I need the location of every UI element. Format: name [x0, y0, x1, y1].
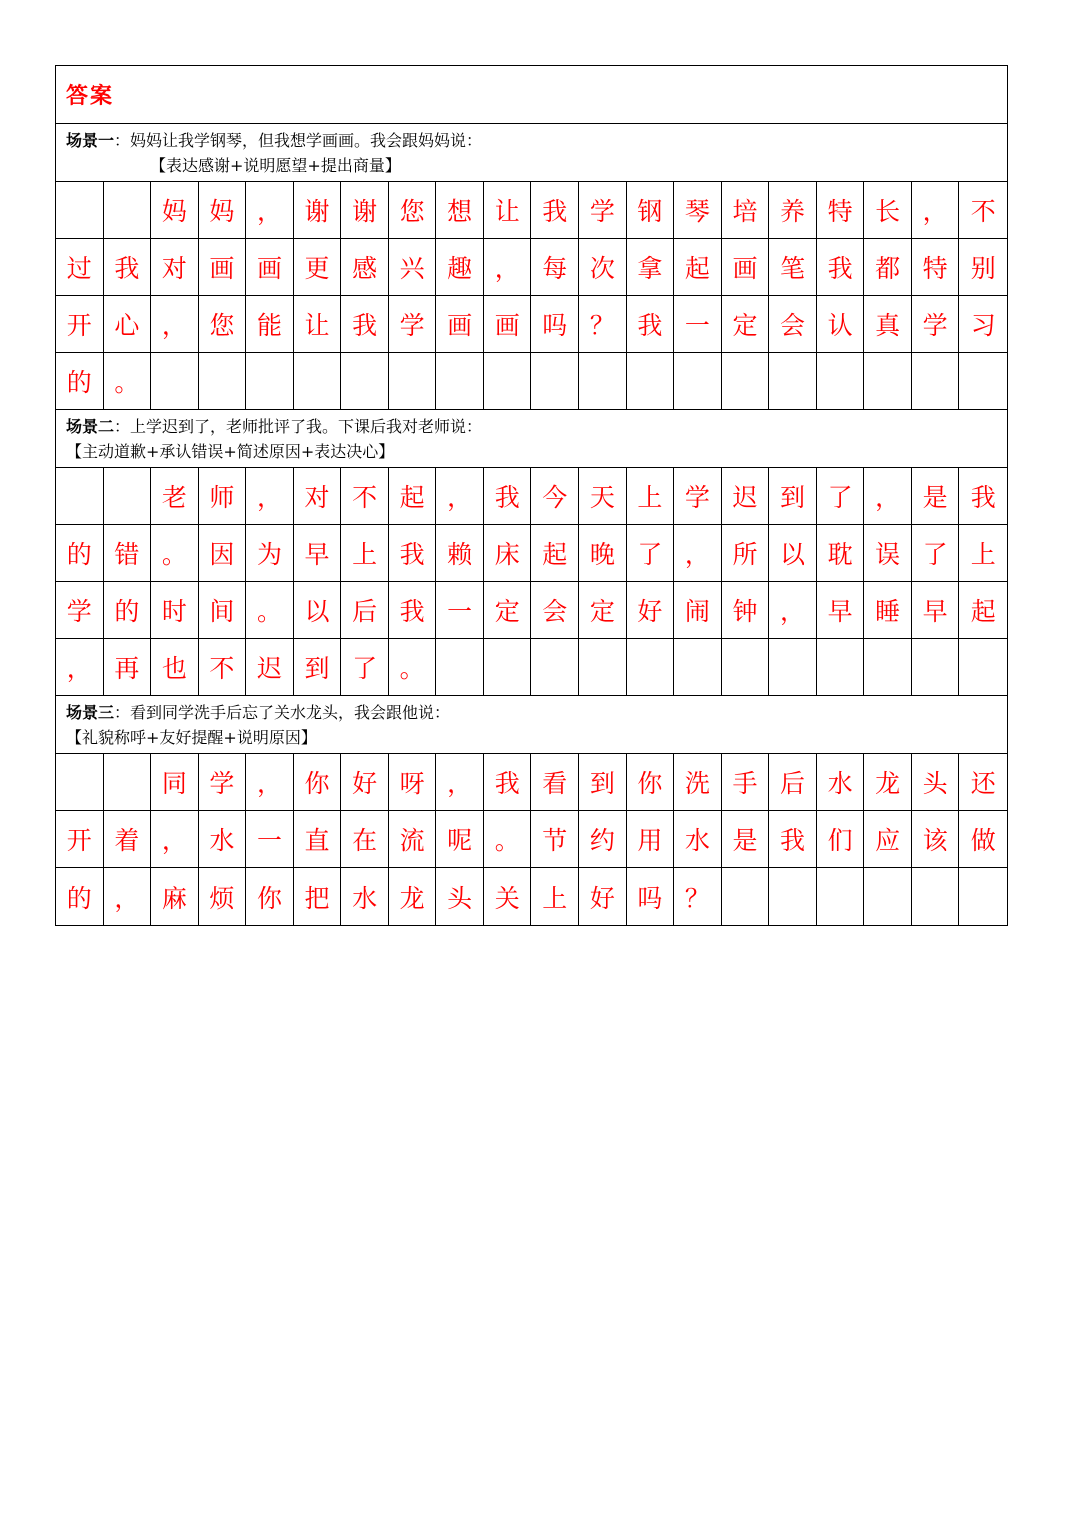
grid-cell: 感: [341, 239, 389, 296]
grid-cell: 关: [484, 868, 532, 925]
grid-cell: 画: [722, 239, 770, 296]
grid-cell: 会: [531, 582, 579, 639]
grid-cell: 我: [817, 239, 865, 296]
grid-cell: [722, 353, 770, 410]
grid-cell: [912, 868, 960, 925]
grid-cell: 水: [817, 754, 865, 811]
grid-cell: 不: [959, 182, 1007, 239]
grid-cell: 水: [341, 868, 389, 925]
grid-cell: 为: [246, 525, 294, 582]
grid-cell: 用: [627, 811, 675, 868]
grid-cell: 起: [389, 468, 437, 525]
grid-cell: 了: [912, 525, 960, 582]
grid-cell: 我: [104, 239, 152, 296]
grid-cell: 的: [104, 582, 152, 639]
grid-cell: 早: [294, 525, 342, 582]
grid-cell: [817, 353, 865, 410]
grid-cell: 着: [104, 811, 152, 868]
grid-cell: 能: [246, 296, 294, 353]
grid-cell: [56, 754, 104, 811]
grid-cell: 迟: [722, 468, 770, 525]
grid-cell: [674, 639, 722, 696]
grid-cell: [627, 639, 675, 696]
grid-cell: [579, 353, 627, 410]
grid-cell: 你: [294, 754, 342, 811]
writing-grid: [56, 468, 1007, 696]
grid-cell: [912, 639, 960, 696]
grid-cell: [579, 639, 627, 696]
grid-cell: 定: [579, 582, 627, 639]
grid-cell: 后: [341, 582, 389, 639]
scene-question: [66, 700, 1007, 725]
grid-cell: [769, 353, 817, 410]
grid-cell: 吗: [627, 868, 675, 925]
grid-cell: 让: [484, 182, 532, 239]
grid-cell: 次: [579, 239, 627, 296]
grid-cell: 直: [294, 811, 342, 868]
grid-cell: [389, 353, 437, 410]
grid-cell: 都: [864, 239, 912, 296]
grid-cell: [722, 868, 770, 925]
grid-cell: 你: [246, 868, 294, 925]
grid-cell: 心: [104, 296, 152, 353]
grid-cell: 。: [484, 811, 532, 868]
grid-cell: 培: [722, 182, 770, 239]
scene-question: [66, 414, 1007, 439]
grid-cell: 所: [722, 525, 770, 582]
grid-cell: 上: [531, 868, 579, 925]
grid-cell: 麻: [151, 868, 199, 925]
grid-cell: 是: [722, 811, 770, 868]
scene-hint: 【主动道歉+承认错误+简述原因+表达决心】: [66, 442, 395, 461]
grid-cell: 画: [436, 296, 484, 353]
grid-cell: 您: [389, 182, 437, 239]
grid-cell: 真: [864, 296, 912, 353]
answer-title: 答案: [66, 84, 115, 109]
grid-cell: [674, 353, 722, 410]
grid-cell: 特: [817, 182, 865, 239]
grid-cell: 该: [912, 811, 960, 868]
grid-cell: 呢: [436, 811, 484, 868]
grid-cell: 把: [294, 868, 342, 925]
grid-cell: [959, 868, 1007, 925]
grid-cell: 钢: [627, 182, 675, 239]
grid-cell: ，: [436, 468, 484, 525]
grid-cell: 的: [56, 868, 104, 925]
grid-cell: ，: [246, 182, 294, 239]
grid-cell: 烦: [199, 868, 247, 925]
grid-cell: 师: [199, 468, 247, 525]
grid-cell: 一: [246, 811, 294, 868]
grid-cell: ？: [674, 868, 722, 925]
grid-cell: 误: [864, 525, 912, 582]
grid-cell: 学: [912, 296, 960, 353]
grid-cell: [56, 468, 104, 525]
grid-cell: 学: [56, 582, 104, 639]
grid-cell: 闹: [674, 582, 722, 639]
grid-cell: [104, 754, 152, 811]
grid-cell: ，: [56, 639, 104, 696]
grid-cell: 到: [579, 754, 627, 811]
grid-cell: [531, 353, 579, 410]
grid-cell: ，: [246, 754, 294, 811]
grid-cell: 到: [769, 468, 817, 525]
grid-cell: 床: [484, 525, 532, 582]
grid-cell: [436, 353, 484, 410]
grid-cell: 还: [959, 754, 1007, 811]
grid-cell: [864, 868, 912, 925]
grid-cell: [484, 639, 532, 696]
grid-cell: 上: [959, 525, 1007, 582]
grid-cell: 对: [294, 468, 342, 525]
grid-cell: [769, 868, 817, 925]
grid-cell: [341, 353, 389, 410]
grid-cell: 约: [579, 811, 627, 868]
grid-cell: 晚: [579, 525, 627, 582]
grid-cell: 应: [864, 811, 912, 868]
grid-cell: 好: [341, 754, 389, 811]
grid-cell: 定: [484, 582, 532, 639]
scene-label: 场景一: [66, 131, 115, 150]
grid-cell: ，: [151, 296, 199, 353]
grid-cell: ，: [864, 468, 912, 525]
grid-cell: ，: [769, 582, 817, 639]
grid-cell: 头: [436, 868, 484, 925]
scene-question: [66, 128, 1007, 153]
grid-cell: ，: [436, 754, 484, 811]
grid-cell: [864, 639, 912, 696]
grid-cell: 洗: [674, 754, 722, 811]
grid-cell: 特: [912, 239, 960, 296]
scene-question-text: ：看到同学洗手后忘了关水龙头，我会跟他说：: [114, 703, 451, 722]
grid-cell: 我: [769, 811, 817, 868]
grid-cell: 学: [674, 468, 722, 525]
grid-cell: 定: [722, 296, 770, 353]
grid-cell: 对: [151, 239, 199, 296]
grid-cell: 也: [151, 639, 199, 696]
grid-cell: 我: [389, 525, 437, 582]
grid-cell: 我: [484, 468, 532, 525]
grid-cell: 会: [769, 296, 817, 353]
grid-cell: 一: [674, 296, 722, 353]
grid-cell: [294, 353, 342, 410]
grid-cell: 笔: [769, 239, 817, 296]
grid-cell: 妈: [151, 182, 199, 239]
scene-hint: 【表达感谢+说明愿望+提出商量】: [150, 156, 401, 175]
grid-cell: 学: [389, 296, 437, 353]
scene-prompt: [56, 124, 1007, 182]
grid-cell: [151, 353, 199, 410]
grid-cell: ，: [674, 525, 722, 582]
grid-cell: 一: [436, 582, 484, 639]
grid-cell: 画: [199, 239, 247, 296]
grid-cell: 们: [817, 811, 865, 868]
grid-cell: 到: [294, 639, 342, 696]
grid-cell: 每: [531, 239, 579, 296]
grid-cell: 琴: [674, 182, 722, 239]
grid-cell: 。: [104, 353, 152, 410]
grid-cell: 你: [627, 754, 675, 811]
grid-cell: 我: [531, 182, 579, 239]
grid-cell: 长: [864, 182, 912, 239]
grid-cell: [436, 639, 484, 696]
grid-cell: 因: [199, 525, 247, 582]
grid-cell: [959, 639, 1007, 696]
grid-cell: 做: [959, 811, 1007, 868]
grid-cell: [864, 353, 912, 410]
grid-cell: 头: [912, 754, 960, 811]
grid-cell: 过: [56, 239, 104, 296]
grid-cell: ，: [151, 811, 199, 868]
grid-cell: 水: [199, 811, 247, 868]
grid-cell: 不: [199, 639, 247, 696]
scene-prompt: [56, 410, 1007, 468]
grid-cell: 认: [817, 296, 865, 353]
grid-cell: 以: [294, 582, 342, 639]
grid-cell: 起: [674, 239, 722, 296]
grid-cell: 趣: [436, 239, 484, 296]
grid-cell: ，: [104, 868, 152, 925]
grid-cell: 好: [579, 868, 627, 925]
grid-cell: 龙: [864, 754, 912, 811]
grid-cell: 。: [246, 582, 294, 639]
grid-cell: 上: [627, 468, 675, 525]
grid-cell: 学: [199, 754, 247, 811]
grid-cell: 再: [104, 639, 152, 696]
scene-label: 场景三: [66, 703, 115, 722]
grid-cell: [959, 353, 1007, 410]
grid-cell: ，: [484, 239, 532, 296]
grid-cell: 的: [56, 353, 104, 410]
grid-cell: 赖: [436, 525, 484, 582]
grid-cell: 。: [151, 525, 199, 582]
grid-cell: 早: [912, 582, 960, 639]
grid-cell: 睡: [864, 582, 912, 639]
grid-cell: 了: [627, 525, 675, 582]
grid-cell: [104, 182, 152, 239]
grid-cell: 今: [531, 468, 579, 525]
grid-cell: 我: [389, 582, 437, 639]
scene-question-text: ：上学迟到了，老师批评了我。下课后我对老师说：: [114, 417, 483, 436]
grid-cell: 是: [912, 468, 960, 525]
grid-cell: [817, 868, 865, 925]
scene-hint: 【礼貌称呼+友好提醒+说明原因】: [66, 728, 317, 747]
grid-cell: [531, 639, 579, 696]
grid-cell: 我: [484, 754, 532, 811]
grid-cell: [199, 353, 247, 410]
grid-cell: 节: [531, 811, 579, 868]
grid-cell: 了: [341, 639, 389, 696]
grid-cell: 开: [56, 811, 104, 868]
grid-cell: [817, 639, 865, 696]
answer-sheet: [55, 65, 1008, 926]
grid-cell: 谢: [341, 182, 389, 239]
grid-cell: 学: [579, 182, 627, 239]
grid-cell: 呀: [389, 754, 437, 811]
grid-cell: 别: [959, 239, 1007, 296]
grid-cell: 拿: [627, 239, 675, 296]
grid-cell: [722, 639, 770, 696]
grid-cell: [104, 468, 152, 525]
grid-cell: 画: [246, 239, 294, 296]
grid-cell: 画: [484, 296, 532, 353]
grid-cell: 老: [151, 468, 199, 525]
scene-prompt: [56, 696, 1007, 754]
grid-cell: 流: [389, 811, 437, 868]
grid-cell: 看: [531, 754, 579, 811]
grid-cell: 龙: [389, 868, 437, 925]
grid-cell: 我: [341, 296, 389, 353]
grid-cell: [912, 353, 960, 410]
scene-question-text: ：妈妈让我学钢琴，但我想学画画。我会跟妈妈说：: [114, 131, 483, 150]
grid-cell: [484, 353, 532, 410]
title-row: [56, 66, 1007, 124]
grid-cell: ，: [246, 468, 294, 525]
grid-cell: 让: [294, 296, 342, 353]
grid-cell: 同: [151, 754, 199, 811]
grid-cell: 。: [389, 639, 437, 696]
grid-cell: [56, 182, 104, 239]
grid-cell: 早: [817, 582, 865, 639]
grid-cell: [246, 353, 294, 410]
grid-cell: 不: [341, 468, 389, 525]
grid-cell: 兴: [389, 239, 437, 296]
grid-cell: ？: [579, 296, 627, 353]
scenes-container: [56, 124, 1007, 925]
grid-cell: [769, 639, 817, 696]
grid-cell: 我: [959, 468, 1007, 525]
grid-cell: 水: [674, 811, 722, 868]
grid-cell: 谢: [294, 182, 342, 239]
grid-cell: 更: [294, 239, 342, 296]
grid-cell: 养: [769, 182, 817, 239]
grid-cell: 习: [959, 296, 1007, 353]
grid-cell: 以: [769, 525, 817, 582]
grid-cell: 迟: [246, 639, 294, 696]
grid-cell: 天: [579, 468, 627, 525]
grid-cell: 您: [199, 296, 247, 353]
grid-cell: 起: [531, 525, 579, 582]
grid-cell: ，: [912, 182, 960, 239]
grid-cell: 想: [436, 182, 484, 239]
grid-cell: 妈: [199, 182, 247, 239]
grid-cell: 了: [817, 468, 865, 525]
grid-cell: 后: [769, 754, 817, 811]
grid-cell: 间: [199, 582, 247, 639]
grid-cell: 时: [151, 582, 199, 639]
grid-cell: 耽: [817, 525, 865, 582]
grid-cell: 起: [959, 582, 1007, 639]
grid-cell: 我: [627, 296, 675, 353]
writing-grid: [56, 754, 1007, 925]
scene-label: 场景二: [66, 417, 115, 436]
grid-cell: 好: [627, 582, 675, 639]
grid-cell: 错: [104, 525, 152, 582]
grid-cell: [627, 353, 675, 410]
grid-cell: 开: [56, 296, 104, 353]
grid-cell: 吗: [531, 296, 579, 353]
grid-cell: 的: [56, 525, 104, 582]
grid-cell: 在: [341, 811, 389, 868]
grid-cell: 钟: [722, 582, 770, 639]
grid-cell: 上: [341, 525, 389, 582]
grid-cell: 手: [722, 754, 770, 811]
writing-grid: [56, 182, 1007, 410]
